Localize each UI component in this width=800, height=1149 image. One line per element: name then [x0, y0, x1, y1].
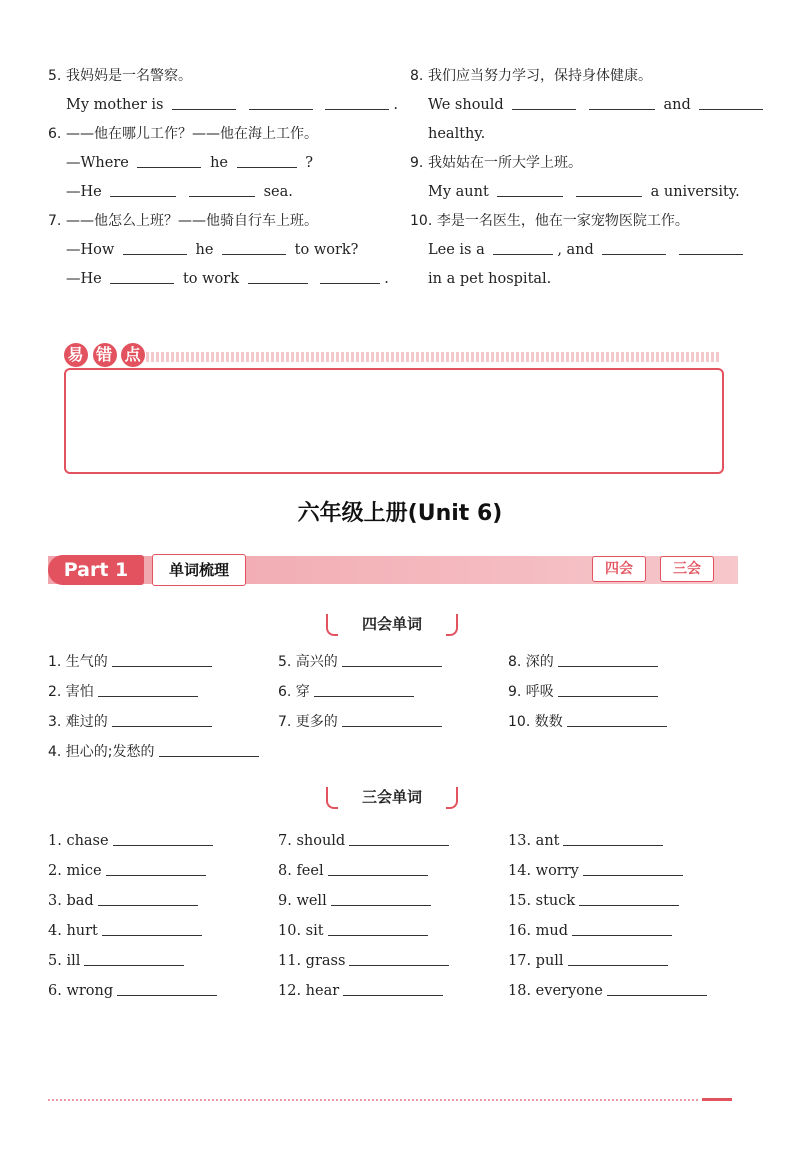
q10-answer-line-2	[410, 265, 750, 294]
q7-blank-1[interactable]	[123, 240, 187, 255]
answer-line[interactable]	[117, 980, 217, 996]
answer-line[interactable]	[567, 711, 667, 727]
list-item: 8. feel	[278, 856, 449, 886]
answer-line[interactable]	[568, 950, 668, 966]
list-item: 3. bad	[48, 886, 217, 916]
answer-line[interactable]	[98, 681, 198, 697]
q6-a1: —Where	[66, 155, 129, 171]
list-item: 11. grass	[278, 946, 449, 976]
list-item: 2. mice	[48, 856, 217, 886]
q10-a2: , and	[557, 242, 594, 258]
list-item: 12. hear	[278, 976, 449, 1006]
answer-line[interactable]	[342, 651, 442, 667]
answer-line[interactable]	[112, 711, 212, 727]
q5-blank-2[interactable]	[249, 95, 313, 110]
list-item: 6. wrong	[48, 976, 217, 1006]
mistake-stripe	[146, 352, 721, 362]
list-item: 1. 生气的	[48, 647, 259, 677]
q6-answer-line-2	[48, 178, 393, 207]
list-item: 16. mud	[508, 916, 707, 946]
q7-answer-line-2	[48, 265, 393, 294]
q10-chinese: 李是一名医生，他在一家宠物医院工作。	[436, 213, 689, 229]
list-item: 13. ant	[508, 826, 707, 856]
q7-answer-line-1	[48, 236, 393, 265]
q6-chinese: ——他在哪儿工作？——他在海上工作。	[65, 126, 318, 142]
q10-blank-1[interactable]	[493, 240, 553, 255]
q10-prompt	[410, 207, 750, 236]
mistake-points-label	[64, 343, 143, 367]
q7-prompt	[48, 207, 393, 236]
q9-a1: My aunt	[428, 184, 489, 200]
q7-b3: .	[384, 271, 389, 287]
q9-chinese: 我姑姑在一所大学上班。	[427, 155, 582, 171]
q6-blank-3[interactable]	[110, 182, 176, 197]
four-skill-col-2	[278, 647, 442, 737]
three-skill-col-1	[48, 826, 217, 1006]
q7-number: 7.	[48, 213, 62, 229]
q6-blank-4[interactable]	[189, 182, 255, 197]
exercise-column-left	[48, 62, 398, 294]
answer-line[interactable]	[343, 980, 443, 996]
q5-blank-1[interactable]	[172, 95, 236, 110]
q8-b1: healthy.	[428, 126, 486, 142]
q9-answer-line	[410, 178, 750, 207]
q6-a2: he	[210, 155, 228, 171]
list-item: 9. well	[278, 886, 449, 916]
answer-line[interactable]	[314, 681, 414, 697]
q6-answer-line-1	[48, 149, 393, 178]
mistake-char-2: 错	[93, 343, 117, 367]
list-item: 10. sit	[278, 916, 449, 946]
answer-line[interactable]	[84, 950, 184, 966]
answer-line[interactable]	[558, 681, 658, 697]
answer-line[interactable]	[572, 920, 672, 936]
answer-line[interactable]	[159, 741, 259, 757]
mistake-char-1: 易	[64, 343, 88, 367]
four-skill-col-3	[508, 647, 667, 737]
list-item: 7. should	[278, 826, 449, 856]
q9-blank-2[interactable]	[576, 182, 642, 197]
list-item: 4. hurt	[48, 916, 217, 946]
q8-answer-line-1	[410, 91, 750, 120]
four-skill-heading: 四会单词	[326, 612, 458, 638]
q7-blank-2[interactable]	[222, 240, 286, 255]
q7-blank-4[interactable]	[248, 269, 308, 284]
mistake-notes-box[interactable]	[64, 368, 724, 474]
answer-line[interactable]	[328, 860, 428, 876]
q10-blank-2[interactable]	[602, 240, 666, 255]
footer-dotted-rule	[48, 1099, 698, 1101]
list-item: 14. worry	[508, 856, 707, 886]
q9-a2: a university.	[650, 184, 740, 200]
q8-number: 8.	[410, 68, 424, 84]
exercise-column-right	[410, 62, 750, 294]
list-item: 5. 高兴的	[278, 647, 442, 677]
q7-blank-5[interactable]	[320, 269, 380, 284]
q7-chinese: ——他怎么上班？——他骑自行车上班。	[65, 213, 318, 229]
q5-english: My mother is	[66, 97, 164, 113]
q6-number: 6.	[48, 126, 62, 142]
q8-answer-line-2	[410, 120, 750, 149]
list-item: 5. ill	[48, 946, 217, 976]
q8-a2: and	[663, 97, 691, 113]
q5-blank-3[interactable]	[325, 95, 389, 110]
q8-blank-3[interactable]	[699, 95, 763, 110]
answer-line[interactable]	[349, 830, 449, 846]
part-label: Part 1	[48, 555, 144, 585]
q9-number: 9.	[410, 155, 424, 171]
q7-a2: he	[195, 242, 214, 258]
q8-a1: We should	[428, 97, 504, 113]
q5-chinese: 我妈妈是一名警察。	[65, 68, 192, 84]
q10-number: 10.	[410, 213, 433, 229]
answer-line[interactable]	[558, 651, 658, 667]
q6-blank-1[interactable]	[137, 153, 201, 168]
answer-line[interactable]	[102, 920, 202, 936]
answer-line[interactable]	[563, 830, 663, 846]
tag-three-skill: 三会	[660, 556, 714, 582]
answer-line[interactable]	[583, 860, 683, 876]
list-item: 18. everyone	[508, 976, 707, 1006]
q8-blank-1[interactable]	[512, 95, 576, 110]
answer-line[interactable]	[342, 711, 442, 727]
q7-blank-3[interactable]	[110, 269, 174, 284]
list-item: 9. 呼吸	[508, 677, 667, 707]
answer-line[interactable]	[106, 860, 206, 876]
q8-chinese: 我们应当努力学习，保持身体健康。	[427, 68, 652, 84]
answer-line[interactable]	[113, 830, 213, 846]
tag-four-skill: 四会	[592, 556, 646, 582]
q10-blank-3[interactable]	[679, 240, 743, 255]
q7-b2: to work	[182, 271, 239, 287]
list-item: 17. pull	[508, 946, 707, 976]
q5-answer-line: My mother is .	[66, 97, 398, 113]
q7-b1: —He	[66, 271, 102, 287]
unit-title: 六年级上册(Unit 6)	[297, 501, 503, 526]
q8-prompt	[410, 62, 750, 91]
list-item: 8. 深的	[508, 647, 667, 677]
q10-answer-line-1	[410, 236, 750, 265]
q6-blank-2[interactable]	[237, 153, 297, 168]
q9-blank-1[interactable]	[497, 182, 563, 197]
answer-line[interactable]	[112, 651, 212, 667]
q6-a3: ?	[305, 155, 313, 171]
three-skill-col-3	[508, 826, 707, 1006]
list-item: 10. 数数	[508, 707, 667, 737]
answer-line[interactable]	[607, 980, 707, 996]
three-skill-col-2	[278, 826, 449, 1006]
footer-accent-bar	[702, 1098, 732, 1101]
q10-a1: Lee is a	[428, 242, 485, 258]
list-item: 2. 害怕	[48, 677, 259, 707]
list-item: 4. 担心的;发愁的	[48, 737, 259, 767]
q5-number: 5.	[48, 68, 62, 84]
q5-prompt	[48, 62, 393, 91]
q6-b1: —He	[66, 184, 102, 200]
list-item: 15. stuck	[508, 886, 707, 916]
list-item: 1. chase	[48, 826, 217, 856]
q6-prompt	[48, 120, 393, 149]
part-name: 单词梳理	[152, 554, 246, 586]
answer-line[interactable]	[349, 950, 449, 966]
list-item: 6. 穿	[278, 677, 442, 707]
q10-b1: in a pet hospital.	[428, 271, 552, 287]
four-skill-col-1	[48, 647, 259, 767]
answer-line[interactable]	[331, 890, 431, 906]
answer-line[interactable]	[579, 890, 679, 906]
mistake-char-3: 点	[121, 343, 145, 367]
answer-line[interactable]	[328, 920, 428, 936]
q8-blank-2[interactable]	[589, 95, 655, 110]
q7-a3: to work?	[294, 242, 359, 258]
q7-a1: —How	[66, 242, 115, 258]
three-skill-heading: 三会单词	[326, 785, 458, 811]
q9-prompt	[410, 149, 750, 178]
list-item: 3. 难过的	[48, 707, 259, 737]
q6-b2: sea.	[263, 184, 293, 200]
list-item: 7. 更多的	[278, 707, 442, 737]
answer-line[interactable]	[98, 890, 198, 906]
